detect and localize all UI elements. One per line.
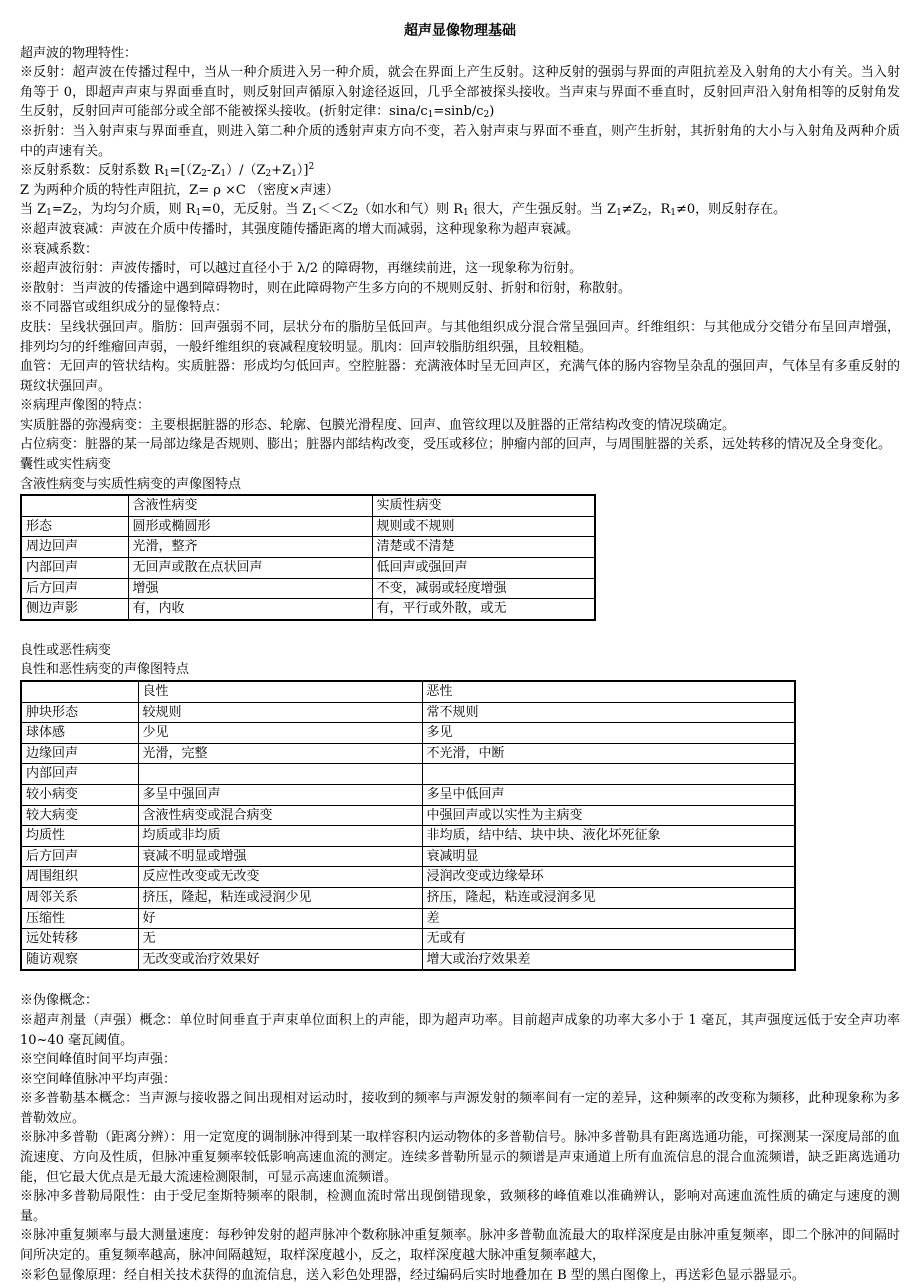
table-cell: 内部回声	[21, 558, 128, 579]
pathology-heading: ※病理声像图的特点：	[20, 398, 151, 414]
table-row	[21, 516, 595, 537]
scattering-paragraph: ※散射：当声波的传播途中遇到障碍物时，则在此障碍物产生多方向的不规则反射、折射和衍射，称散射。	[20, 280, 632, 296]
table-cell: 中强回声或以实性为主病变	[422, 805, 795, 826]
table-cell: 常不规则	[422, 702, 795, 723]
table-header-row	[21, 495, 595, 516]
page-title: 超声显像物理基础	[404, 23, 516, 39]
prf-paragraph: ※脉冲重复频率与最大测量速度：每秒钟发射的超声脉冲个数称脉冲重复频率。脉冲多普勒血流最大的取样深度是由脉冲重复频率，即二个脉冲的间隔时间所决定的。重复频率越高，脉冲间隔越短，取样深度越小，反之，取样深度越大脉冲重复频率越大，	[20, 1228, 900, 1264]
table-cell: 无	[138, 929, 422, 950]
table-cell: 均质或非均质	[138, 826, 422, 847]
table-cell: 周围组织	[21, 867, 138, 888]
table-cell: 较规则	[138, 702, 422, 723]
table-cell: 少见	[138, 723, 422, 744]
doppler-paragraph: ※多普勒基本概念：当声源与接收器之间出现相对运动时，接收到的频率与声源发射的频率间有一定的差异，这种频率的改变称为频移，此种现象称为多普勒效应。	[20, 1091, 900, 1126]
table-cell: 反应性改变或无改变	[138, 867, 422, 888]
table-row	[21, 558, 595, 579]
table-cell: 增大或治疗效果差	[422, 949, 795, 970]
skin-paragraph: 皮肤：呈线状强回声。脂肪：回声强弱不同，层状分布的脂肪呈低回声。与其他组织成分混合常呈强回声。纤维组织：与其他成分交错分布呈回声增强，排列均匀的纤维瘤回声弱，一般纤维组织的衰减程度较明显。肌肉：回声较脂肪组织强，且较粗糙。	[20, 319, 900, 355]
table-cell: 有，平行或外散，或无	[372, 599, 595, 620]
table-header-cell: 实质性病变	[372, 495, 595, 516]
reflection-paragraph: ※反射：超声波在传播过程中，当从一种介质进入另一种介质，就会在界面上产生反射。这种反射的强弱与界面的声阻抗差及入射角的大小有关。当入射角等于 0，即超声声束与界面垂直时，则反射回声循原入射途径返回，几乎全部被探头接收。当声束与界面不垂直时，反射回声沿入射角相等的反射角发生反射，反射回声可能部分或全部不能被探头接收。(折射定律：sina/$c_1=\sin b/c_2$)	[20, 65, 900, 121]
table-cell: 衰减不明显或增强	[138, 846, 422, 867]
dose-paragraph: ※超声剂量（声强）概念：单位时间垂直于声束单位面积上的声能，即为超声功率。目前超声成象的功率大多小于 1 毫瓦，其声强度远低于安全声功率 10~40 毫瓦阈值。	[20, 1012, 900, 1048]
table-row	[21, 599, 595, 620]
table-cell: 周邻关系	[21, 887, 138, 908]
reflection-coefficient-formula: ※反射系数：反射系数 $R_1=[(Z_2-Z_1)/(Z_2+Z_1)]^2$	[20, 162, 315, 180]
table-row	[21, 887, 795, 908]
table-cell: 多呈中低回声	[422, 784, 795, 805]
table-cell: 清楚或不清楚	[372, 537, 595, 558]
table-cell: 随访观察	[21, 949, 138, 970]
diffuse-lesion-paragraph: 实质脏器的弥漫病变：主要根据脏器的形态、轮廓、包膜光滑程度、回声、血管纹理以及脏器的正常结构改变的情况琰确定。	[20, 417, 736, 433]
cystic-solid-table	[20, 494, 596, 621]
cystic-heading: 囊性或实性病变	[20, 457, 112, 473]
table-cell: 浸润改变或边缘晕环	[422, 867, 795, 888]
table-row	[21, 867, 795, 888]
table-cell: 压缩性	[21, 908, 138, 929]
table-cell: 差	[422, 908, 795, 929]
table-cell: 后方回声	[21, 578, 128, 599]
table-cell: 多见	[422, 723, 795, 744]
table-row	[21, 764, 795, 785]
table-cell: 内部回声	[21, 764, 138, 785]
table-cell: 后方回声	[21, 846, 138, 867]
table-row	[21, 949, 795, 970]
table-row	[21, 578, 595, 599]
table-header-cell: 含液性病变	[128, 495, 372, 516]
table-cell: 挤压，隆起，粘连或浸润少见	[138, 887, 422, 908]
table-cell: 不变，减弱或轻度增强	[372, 578, 595, 599]
table-cell: 较大病变	[21, 805, 138, 826]
table-row	[21, 743, 795, 764]
table-header-cell: 良性	[138, 681, 422, 702]
table-cell: 均质性	[21, 826, 138, 847]
table-cell: 增强	[128, 578, 372, 599]
table-row	[21, 784, 795, 805]
table-cell: 肿块形态	[21, 702, 138, 723]
table-cell: 挤压，隆起，粘连或浸润多见	[422, 887, 795, 908]
cystic-table-title: 含液性病变与实质性病变的声像图特点	[20, 476, 242, 492]
table-row	[21, 723, 795, 744]
table-row	[21, 805, 795, 826]
table-cell: 较小病变	[21, 784, 138, 805]
color-principle-paragraph: ※彩色显像原理：经自相关技术获得的血流信息，送入彩色处理器，经过编码后实时地叠加在 B 型的黑白图像上，再送彩色显示器显示。	[20, 1267, 805, 1283]
artifact-paragraph: ※伪像概念：	[20, 993, 99, 1009]
table-row	[21, 908, 795, 929]
table-cell: 无回声或散在点状回声	[128, 558, 372, 579]
table-cell	[422, 764, 795, 785]
table-header-cell	[21, 681, 138, 702]
table-header-cell	[21, 495, 128, 516]
benign-heading: 良性或恶性病变	[20, 642, 112, 658]
space-occupying-paragraph: 占位病变：脏器的某一局部边缘是否规则、膨出；脏器内部结构改变，受压或移位；肿瘤内部的回声，与周围脏器的关系，远处转移的情况及全身变化。	[20, 437, 892, 453]
table-row	[21, 826, 795, 847]
table-cell: 非均质，结中结、块中块、液化坏死征象	[422, 826, 795, 847]
attenuation-paragraph: ※超声波衰减：声波在介质中传播时，其强度随传播距离的增大而减弱，这种现象称为超声衰减。	[20, 221, 580, 237]
table-cell: 边缘回声	[21, 743, 138, 764]
table-cell: 规则或不规则	[372, 516, 595, 537]
table-cell: 形态	[21, 516, 128, 537]
table-header-row	[21, 681, 795, 702]
section-heading: 超声波的物理特性：	[20, 45, 138, 61]
table-cell: 圆形或椭圆形	[128, 516, 372, 537]
document-page	[20, 0, 900, 1285]
table-cell: 低回声或强回声	[372, 558, 595, 579]
table-cell: 球体感	[21, 723, 138, 744]
table-row	[21, 846, 795, 867]
organ-heading: ※不同器官或组织成分的显像特点：	[20, 300, 229, 316]
table-cell: 有，内收	[128, 599, 372, 620]
table-cell: 光滑，整齐	[128, 537, 372, 558]
table-cell: 无或有	[422, 929, 795, 950]
doppler-limit-paragraph: ※脉冲多普勒局限性：由于受尼奎斯特频率的限制，检测血流时常出现倒错现象，致频移的峰值难以准确辨认，影响对高速血流性质的确定与速度的测量。	[20, 1189, 900, 1224]
impedance-conditions: 当 $Z_1=Z_2$，为均匀介质，则 $R_1=0$，无反射。当 $Z_1<<Z_2$（如水和气）则 $R_1$ 很大，产生强反射。当 $Z_1\ne Z_2$，$R_1\ne 0$，则反射存在。	[20, 202, 787, 219]
table-cell: 多呈中强回声	[138, 784, 422, 805]
table-cell: 含液性病变或混合病变	[138, 805, 422, 826]
table-header-cell: 恶性	[422, 681, 795, 702]
table-cell: 周边回声	[21, 537, 128, 558]
table-cell: 好	[138, 908, 422, 929]
table-cell: 不光滑，中断	[422, 743, 795, 764]
table-cell: 衰减明显	[422, 846, 795, 867]
diffraction-paragraph: ※超声波衍射：声波传播时，可以越过直径小于 λ/2 的障碍物，再继续前进，这一现象称为衍射。	[20, 261, 583, 277]
table-cell: 光滑，完整	[138, 743, 422, 764]
table-cell: 远处转移	[21, 929, 138, 950]
attenuation-coefficient: ※衰减系数：	[20, 241, 99, 257]
sppa-paragraph: ※空间峰值脉冲平均声强：	[20, 1071, 177, 1087]
table-row	[21, 537, 595, 558]
table-row	[21, 702, 795, 723]
benign-table-title: 良性和恶性病变的声像图特点	[20, 662, 190, 678]
table-row	[21, 929, 795, 950]
impedance-definition: Z 为两种介质的特性声阻抗，Z= ρ ×C （密度×声速）	[20, 182, 339, 198]
sptp-paragraph: ※空间峰值时间平均声强：	[20, 1052, 177, 1068]
vessel-paragraph: 血管：无回声的管状结构。实质脏器：形成均匀低回声。空腔脏器：充满液体时呈无回声区，充满气体的肠内容物呈杂乱的强回声，气体呈有多重反射的斑纹状强回声。	[20, 359, 900, 394]
table-cell	[138, 764, 422, 785]
table-cell: 侧边声影	[21, 599, 128, 620]
benign-malignant-table	[20, 680, 796, 971]
pulsed-doppler-paragraph: ※脉冲多普勒（距离分辨）：用一定宽度的调制脉冲得到某一取样容积内运动物体的多普勒信号。脉冲多普勒具有距离选通功能，可探测某一深度局部的血流速度、方向及性质，但脉冲重复频率较低影响高速血流的测定。连续多普勒所显示的频谱是声束通道上所有血流信息的混合血流频谱，缺乏距离选通功能，但它最大优点是无最大流速检测限制，可显示高速血流频谱。	[20, 1130, 900, 1185]
table-cell: 无改变或治疗效果好	[138, 949, 422, 970]
refraction-paragraph: ※折射：当入射声束与界面垂直，则进入第二种介质的透射声束方向不变，若入射声束与界面不垂直，则产生折射，其折射角的大小与入射角及两种介质中的声速有关。	[20, 123, 900, 159]
